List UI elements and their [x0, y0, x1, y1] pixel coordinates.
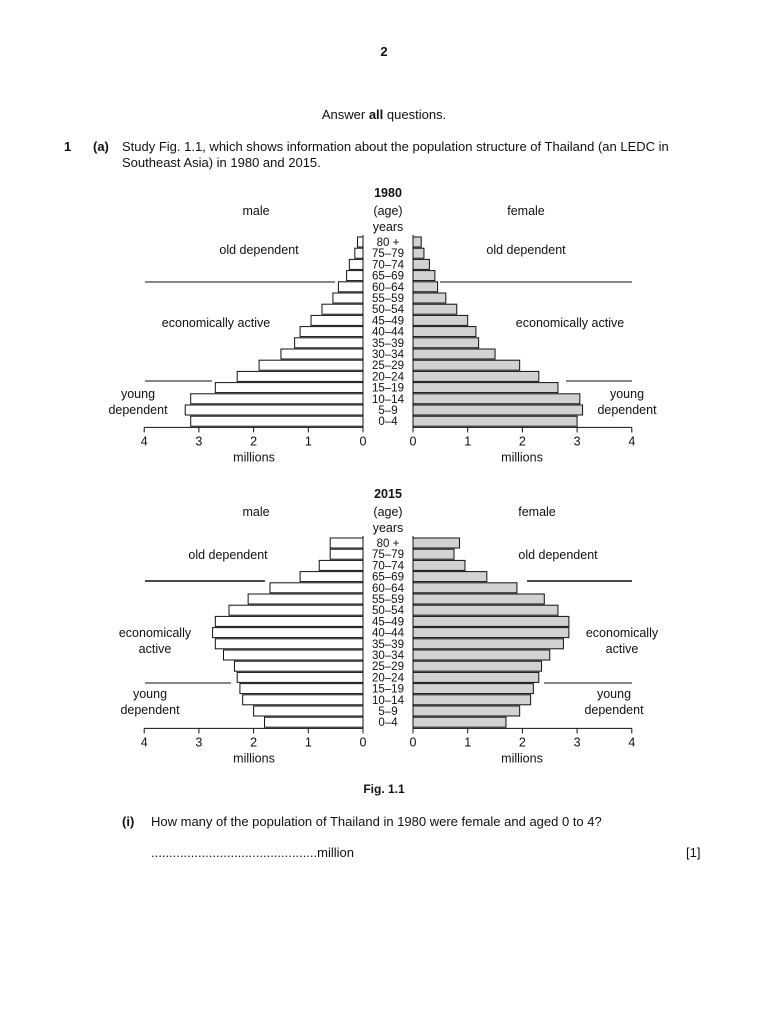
age-group-label: 20–24: [372, 672, 404, 685]
female-label: female: [518, 505, 556, 519]
young-dependent-label: dependent: [108, 403, 168, 417]
female-bar: [413, 695, 531, 705]
female-tick-label: 1: [464, 735, 472, 750]
female-label: female: [507, 204, 545, 218]
instruction-post: questions.: [383, 107, 447, 122]
male-tick-label: 4: [140, 735, 148, 750]
male-tick-label: 3: [195, 434, 203, 449]
female-bar: [413, 538, 459, 548]
female-bar: [413, 315, 468, 325]
male-tick-label: 2: [250, 735, 258, 750]
male-bar: [358, 237, 363, 247]
years-header: years: [372, 220, 404, 234]
male-bar: [330, 549, 363, 559]
female-tick-label: 3: [573, 735, 581, 750]
female-bar: [413, 605, 558, 615]
male-bar: [349, 259, 363, 269]
female-bar: [413, 271, 435, 281]
age-group-label: 35–39: [372, 638, 404, 651]
male-bar: [270, 583, 363, 593]
age-group-label: 60–64: [372, 582, 404, 595]
age-group-label: 75–79: [372, 549, 404, 562]
female-bar: [413, 572, 487, 582]
male-label: male: [242, 204, 270, 218]
economically-active-label: economically active: [515, 316, 625, 330]
instruction-bold: all: [368, 107, 384, 122]
male-bar: [259, 360, 363, 370]
years-header: years: [372, 521, 404, 535]
sub-question-text: How many of the population of Thailand in 1980 were female and aged 0 to 4?: [151, 814, 602, 829]
page-number: 2: [380, 44, 388, 59]
age-group-label: 25–29: [372, 661, 404, 674]
male-tick-label: 1: [304, 434, 312, 449]
male-bar: [265, 717, 363, 727]
female-bar: [413, 684, 533, 694]
female-tick-label: 2: [518, 434, 526, 449]
female-tick-label: 4: [628, 434, 636, 449]
old-dependent-label: old dependent: [486, 243, 566, 257]
young-dependent-label: young: [596, 687, 632, 701]
male-bar: [234, 661, 363, 671]
male-bar: [333, 293, 363, 303]
male-bar: [229, 605, 363, 615]
male-bar: [185, 405, 363, 415]
male-bar: [330, 538, 363, 548]
young-dependent-label: dependent: [120, 703, 180, 717]
female-bar: [413, 327, 476, 337]
male-label: male: [242, 505, 270, 519]
male-bar: [322, 304, 363, 314]
female-tick-label: 0: [409, 434, 417, 449]
age-group-label: 5–9: [378, 706, 398, 718]
male-tick-label: 0: [359, 735, 367, 750]
age-group-label: 75–79: [372, 248, 404, 261]
male-bar: [215, 383, 363, 393]
answer-unit: million: [317, 845, 354, 860]
young-dependent-label: dependent: [584, 703, 644, 717]
male-tick-label: 1: [304, 735, 312, 750]
question-part: (a): [93, 139, 109, 154]
instruction-pre: Answer: [321, 107, 369, 122]
age-group-label: 35–39: [372, 337, 404, 350]
male-axis-label: millions: [233, 751, 275, 766]
male-bar: [347, 271, 363, 281]
age-group-label: 60–64: [372, 281, 404, 294]
male-axis-label: millions: [233, 450, 275, 465]
age-group-label: 15–19: [372, 382, 404, 395]
male-bar: [215, 639, 363, 649]
age-group-label: 45–49: [372, 315, 404, 328]
male-bar: [311, 315, 363, 325]
pyramid-title: 1980: [374, 186, 402, 200]
female-axis-label: millions: [501, 751, 543, 766]
age-group-label: 40–44: [372, 627, 404, 640]
mark-allocation: [1]: [686, 845, 701, 860]
age-group-label: 80 +: [376, 237, 400, 249]
male-bar: [191, 416, 363, 426]
age-header: (age): [373, 505, 403, 519]
female-bar: [413, 706, 520, 716]
male-bar: [191, 394, 363, 404]
age-group-label: 30–34: [372, 349, 404, 361]
male-bar: [240, 684, 363, 694]
young-dependent-label: young: [609, 387, 645, 401]
male-bar: [215, 616, 363, 626]
male-bar: [300, 572, 363, 582]
female-bar: [413, 583, 517, 593]
young-dependent-label: young: [120, 387, 156, 401]
female-bar: [413, 237, 421, 247]
answer-dots: ..............................................: [151, 845, 318, 860]
age-group-label: 80 +: [376, 538, 400, 550]
figure-caption: Fig. 1.1: [363, 782, 405, 796]
age-group-label: 65–69: [372, 270, 404, 283]
male-bar: [248, 594, 363, 604]
pyramid-title: 2015: [374, 487, 402, 501]
age-group-label: 20–24: [372, 371, 404, 384]
age-group-label: 45–49: [372, 616, 404, 629]
economically-active-label: economically active: [161, 316, 271, 330]
economically-active-label: economically: [118, 626, 192, 640]
female-bar: [413, 304, 457, 314]
old-dependent-label: old dependent: [188, 548, 268, 562]
male-tick-label: 2: [250, 434, 258, 449]
female-bar: [413, 282, 438, 292]
female-tick-label: 0: [409, 735, 417, 750]
female-tick-label: 4: [628, 735, 636, 750]
female-bar: [413, 248, 424, 258]
question-number: 1: [64, 139, 72, 154]
age-group-label: 10–14: [372, 694, 404, 707]
answer-line[interactable]: [151, 845, 354, 860]
age-group-label: 50–54: [372, 304, 404, 317]
female-bar: [413, 549, 454, 559]
female-bar: [413, 594, 544, 604]
female-bar: [413, 616, 569, 626]
economically-active-label: economically: [585, 626, 659, 640]
age-group-label: 70–74: [372, 560, 404, 573]
male-bar: [213, 628, 363, 638]
female-bar: [413, 672, 539, 682]
female-bar: [413, 394, 580, 404]
age-header: (age): [373, 204, 403, 218]
male-bar: [237, 371, 363, 381]
female-bar: [413, 560, 465, 570]
female-bar: [413, 371, 539, 381]
age-group-label: 0–4: [378, 717, 398, 730]
age-group-label: 15–19: [372, 683, 404, 696]
male-bar: [281, 349, 363, 359]
male-tick-label: 4: [140, 434, 148, 449]
male-bar: [355, 248, 363, 258]
male-bar: [300, 327, 363, 337]
male-bar: [319, 560, 363, 570]
age-group-label: 65–69: [372, 571, 404, 584]
economically-active-label: active: [605, 642, 639, 656]
age-group-label: 25–29: [372, 360, 404, 373]
female-tick-label: 3: [573, 434, 581, 449]
female-bar: [413, 383, 558, 393]
male-bar: [243, 695, 363, 705]
age-group-label: 5–9: [378, 405, 398, 417]
age-group-label: 30–34: [372, 650, 404, 662]
female-bar: [413, 360, 520, 370]
male-bar: [295, 338, 363, 348]
age-group-label: 10–14: [372, 393, 404, 406]
male-bar: [254, 706, 363, 716]
female-bar: [413, 293, 446, 303]
female-bar: [413, 405, 583, 415]
age-group-label: 70–74: [372, 259, 404, 272]
age-group-label: 40–44: [372, 326, 404, 339]
sub-question-number: (i): [122, 814, 135, 829]
female-bar: [413, 661, 542, 671]
female-bar: [413, 628, 569, 638]
female-bar: [413, 717, 506, 727]
female-bar: [413, 338, 479, 348]
age-group-label: 55–59: [372, 594, 404, 606]
female-bar: [413, 416, 577, 426]
female-bar: [413, 650, 550, 660]
economically-active-label: active: [138, 642, 172, 656]
female-tick-label: 2: [518, 735, 526, 750]
age-group-label: 50–54: [372, 605, 404, 618]
age-group-label: 0–4: [378, 416, 398, 429]
young-dependent-label: dependent: [597, 403, 657, 417]
male-tick-label: 3: [195, 735, 203, 750]
female-bar: [413, 259, 429, 269]
female-bar: [413, 639, 563, 649]
female-tick-label: 1: [464, 434, 472, 449]
male-bar: [237, 672, 363, 682]
male-tick-label: 0: [359, 434, 367, 449]
male-bar: [224, 650, 363, 660]
young-dependent-label: young: [132, 687, 168, 701]
age-group-label: 55–59: [372, 293, 404, 305]
old-dependent-label: old dependent: [518, 548, 598, 562]
female-bar: [413, 349, 495, 359]
male-bar: [338, 282, 363, 292]
question-text: Study Fig. 1.1, which shows information about the population structure of Thailand (an LEDC in Southeast Asia) in 1980 and 2015.: [122, 139, 669, 170]
female-axis-label: millions: [501, 450, 543, 465]
old-dependent-label: old dependent: [219, 243, 299, 257]
